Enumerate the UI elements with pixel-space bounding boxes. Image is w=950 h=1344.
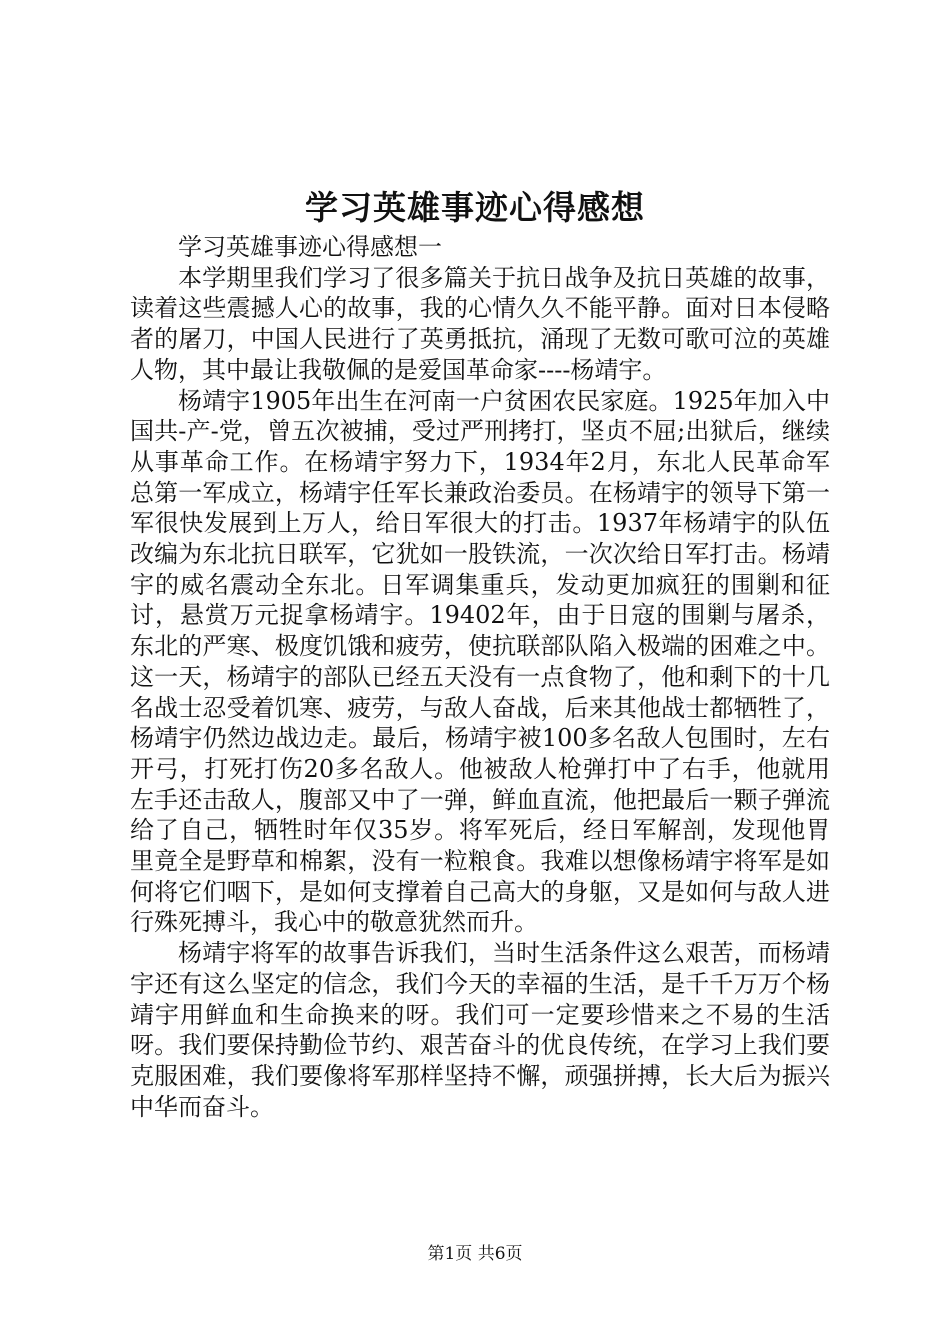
paragraph-intro: 本学期里我们学习了很多篇关于抗日战争及抗日英雄的故事，读着这些震撼人心的故事，我的心情久久不能平静。面对日本侵略者的屠刀，中国人民进行了英勇抵抗，涌现了无数可歌可泣的英雄人物，其中最让我敬佩的是爱国革命家----杨靖宇。 <box>130 263 830 384</box>
paragraph-reflection: 杨靖宇将军的故事告诉我们，当时生活条件这么艰苦，而杨靖宇还有这么坚定的信念，我们今天的幸福的生活，是千千万万个杨靖宇用鲜血和生命换来的呀。我们可一定要珍惜来之不易的生活呀。我们要保持勤俭节约、艰苦奋斗的优良传统，在学习上我们要克服困难，我们要像将军那样坚持不懈，顽强拼搏，长大后为振兴中华而奋斗。 <box>130 939 830 1121</box>
paragraph-biography: 杨靖宇1905年出生在河南一户贫困农民家庭。1925年加入中国共-产-党，曾五次被捕，受过严刑拷打，坚贞不屈;出狱后，继续从事革命工作。在杨靖宇努力下，1934年2月，东北人民革命军总第一军成立，杨靖宇任军长兼政治委员。在杨靖宇的领导下第一军很快发展到上万人，给日军很大的打击。1937年杨靖宇的队伍改编为东北抗日联军，它犹如一股铁流，一次次给日军打击。杨靖宇的威名震动全东北。日军调集重兵，发动更加疯狂的围剿和征讨，悬赏万元捉拿杨靖宇。19402年，由于日寇的围剿与屠杀，东北的严寒、极度饥饿和疲劳，使抗联部队陷入极端的困难之中。这一天，杨靖宇的部队已经五天没有一点食物了，他和剩下的十几名战士忍受着饥寒、疲劳，与敌人奋战，后来其他战士都牺牲了，杨靖宇仍然边战边走。最后，杨靖宇被100多名敌人包围时，左右开弓，打死打伤20多名敌人。他被敌人枪弹打中了右手，他就用左手还击敌人，腹部又中了一弹，鲜血直流，他把最后一颗子弹流给了自己，牺牲时年仅35岁。将军死后，经日军解剖，发现他胃里竟全是野草和棉絮，没有一粒粮食。我难以想像杨靖宇将军是如何将它们咽下，是如何支撑着自己高大的身躯，又是如何与敌人进行殊死搏斗，我心中的敬意犹然而升。 <box>130 386 830 937</box>
document-body <box>130 232 830 1122</box>
page-number-footer: 第1页 共6页 <box>427 1244 523 1264</box>
section-heading: 学习英雄事迹心得感想一 <box>178 233 442 261</box>
document-title: 学习英雄事迹心得感想 <box>305 188 645 227</box>
